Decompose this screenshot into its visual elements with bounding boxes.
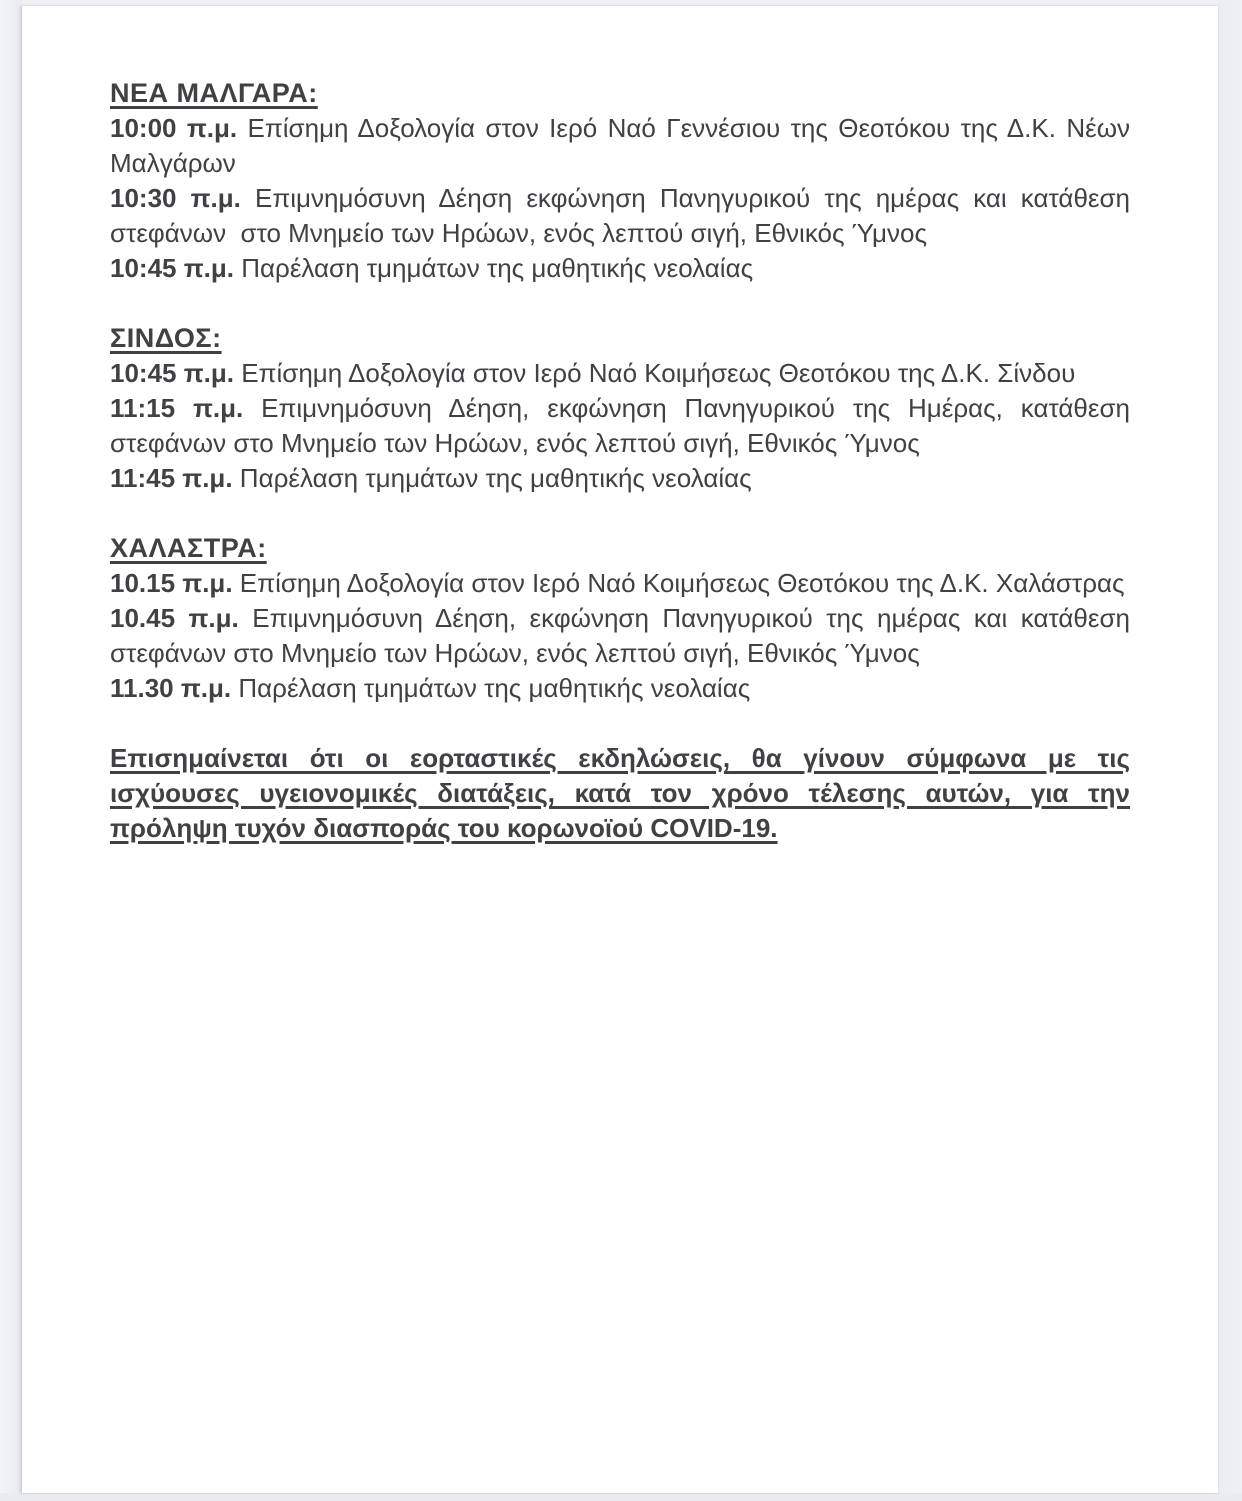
event-line <box>110 111 1138 181</box>
section-nea-malgara <box>110 76 1138 286</box>
event-time: 10:30 π.μ. <box>110 183 241 213</box>
event-line <box>110 566 1130 601</box>
section-heading: ΝΕΑ ΜΑΛΓΑΡΑ: <box>110 78 318 108</box>
event-line <box>110 461 1130 496</box>
event-text: Επίσημη Δοξολογία στον Ιερό Ναό Κοιμήσεως Θεοτόκου της Δ.Κ. Χαλάστρας <box>239 568 1125 598</box>
scan-edge-right <box>1218 0 1242 1501</box>
event-time: 10:45 π.μ. <box>110 358 234 388</box>
event-line <box>110 181 1138 251</box>
event-text: Παρέλαση τμημάτων της μαθητικής νεολαίας <box>241 253 754 283</box>
event-text: Παρέλαση τμημάτων της μαθητικής νεολαίας <box>239 463 752 493</box>
scan-edge-bottom <box>0 1493 1242 1501</box>
event-line <box>110 251 1130 286</box>
scan-edge-left <box>0 0 22 1501</box>
event-time: 10.15 π.μ. <box>110 568 233 598</box>
document-page <box>22 6 1218 1493</box>
event-text: Επίσημη Δοξολογία στον Ιερό Ναό Γεννέσιου της Θεοτόκου της Δ.Κ. Νέων Μαλγάρων <box>110 113 1138 178</box>
event-text: Επιμνημόσυνη Δέηση, εκφώνηση Πανηγυρικού της ημέρας και κατάθεση στεφάνων στο Μνημείο των Ηρώων, ενός λεπτού σιγή, Εθνικός Ύμνος <box>110 603 1138 668</box>
document-content <box>22 6 1218 846</box>
section-chalastra <box>110 531 1138 706</box>
event-text: Παρέλαση τμημάτων της μαθητικής νεολαίας <box>238 673 751 703</box>
covid-note: Επισημαίνεται ότι οι εορταστικές εκδηλώσεις, θα γίνουν σύμφωνα με τις ισχύουσες υγειονομικές διατάξεις, κατά τον χρόνο τέλεσης αυτών, για την πρόληψη τυχόν διασποράς του κορωνοϊού COVID-19. <box>110 743 1130 843</box>
event-line <box>110 391 1138 461</box>
event-line <box>110 356 1130 391</box>
event-time: 10:45 π.μ. <box>110 253 234 283</box>
event-time: 11:15 π.μ. <box>110 393 244 423</box>
event-time: 10:00 π.μ. <box>110 113 238 143</box>
event-text: Επίσημη Δοξολογία στον Ιερό Ναό Κοιμήσεως Θεοτόκου της Δ.Κ. Σίνδου <box>241 358 1076 388</box>
section-heading: ΧΑΛΑΣΤΡΑ: <box>110 533 267 563</box>
section-heading: ΣΙΝΔΟΣ: <box>110 323 222 353</box>
event-time: 11:45 π.μ. <box>110 463 233 493</box>
event-line <box>110 671 1130 706</box>
section-sindos <box>110 321 1138 496</box>
event-time: 11.30 π.μ. <box>110 673 232 703</box>
event-line <box>110 601 1138 671</box>
event-text: Επιμνημόσυνη Δέηση, εκφώνηση Πανηγυρικού της Ημέρας, κατάθεση στεφάνων στο Μνημείο των Ηρώων, ενός λεπτού σιγή, Εθνικός Ύμνος <box>110 393 1138 458</box>
event-text: Επιμνημόσυνη Δέηση εκφώνηση Πανηγυρικού της ημέρας και κατάθεση στεφάνων στο Μνημείο των Ηρώων, ενός λεπτού σιγή, Εθνικός Ύμνος <box>110 183 1138 248</box>
event-time: 10.45 π.μ. <box>110 603 239 633</box>
